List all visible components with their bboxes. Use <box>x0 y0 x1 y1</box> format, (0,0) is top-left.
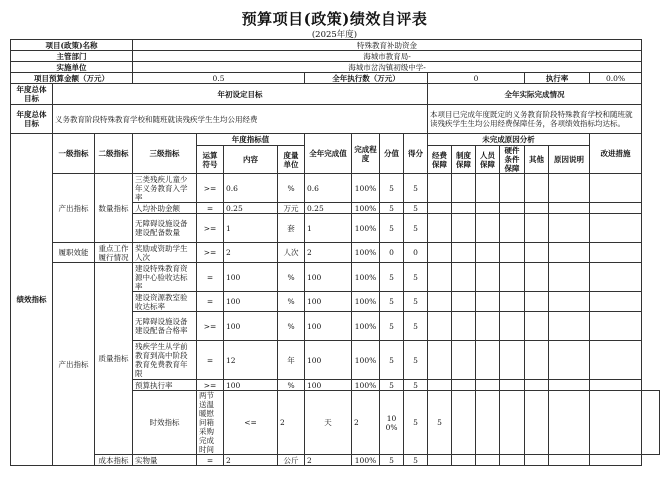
personnel-guarantee-header: 人员保障 <box>476 146 500 174</box>
indicator-weight: 5 <box>380 203 404 214</box>
indicator-unit: 公斤 <box>278 455 305 466</box>
indicator-content: 100 <box>224 263 278 292</box>
group-output-indicators: 产出指标 <box>53 174 95 243</box>
indicator-unit: % <box>278 263 305 292</box>
indicators-section-label: 绩效指标 <box>11 134 53 466</box>
incomplete-reasons-header: 未完成原因分析 <box>428 134 590 146</box>
planned-goal-header: 年初设定目标 <box>53 84 428 105</box>
indicator-degree: 100% <box>352 214 380 243</box>
indicator-content: 100 <box>224 380 278 391</box>
indicator-unit: 天 <box>305 391 352 455</box>
project-name-label: 项目(政策)名称 <box>11 40 133 51</box>
indicator-weight: 5 <box>380 174 404 203</box>
funding-guarantee-header: 经费保障 <box>428 146 452 174</box>
indicator-weight: 5 <box>380 341 404 380</box>
unit-header: 度量单位 <box>278 146 305 174</box>
indicator-completed: 100 <box>305 341 352 380</box>
indicator-weight: 5 <box>380 214 404 243</box>
indicator-score: 5 <box>404 341 428 380</box>
operator-header: 运算符号 <box>197 146 224 174</box>
indicator-completed: 0.6 <box>305 174 352 203</box>
group-key-work: 重点工作履行情况 <box>95 243 133 263</box>
department-label: 主管部门 <box>11 51 133 62</box>
indicator-operator: = <box>197 292 224 312</box>
indicator-weight: 5 <box>380 380 404 391</box>
indicator-name: 实物量 <box>133 455 197 466</box>
indicator-score: 0 <box>404 243 428 263</box>
indicator-degree: 100% <box>380 391 404 455</box>
indicator-content: 1 <box>224 214 278 243</box>
indicator-weight: 5 <box>380 263 404 292</box>
score-header: 得分 <box>404 134 428 174</box>
indicator-name: 建设特殊教育资源中心验收达标率 <box>133 263 197 292</box>
indicator-content: 100 <box>224 292 278 312</box>
evaluation-table <box>10 39 660 466</box>
indicator-operator: >= <box>197 243 224 263</box>
indicator-degree: 100% <box>352 455 380 466</box>
group-cost-indicators: 成本指标 <box>95 455 133 466</box>
indicator-completed: 2 <box>352 391 380 455</box>
indicator-score: 5 <box>404 174 428 203</box>
group-output-indicators-2: 产出指标 <box>53 263 95 466</box>
indicator-degree: 100% <box>352 174 380 203</box>
execution-rate-value: 0.0% <box>590 73 642 84</box>
indicator-content: 2 <box>278 391 305 455</box>
indicator-weight: 0 <box>380 243 404 263</box>
indicator-content: 0.6 <box>224 174 278 203</box>
weight-header: 分值 <box>380 134 404 174</box>
indicator-completed: 1 <box>305 214 352 243</box>
annual-execution-value: 0 <box>428 73 525 84</box>
indicator-completed: 0.25 <box>305 203 352 214</box>
indicator-name: 三类残疾儿童少年义务教育入学率 <box>133 174 197 203</box>
indicator-unit: 人次 <box>278 243 305 263</box>
budget-amount-value: 0.5 <box>133 73 305 84</box>
improvement-measures-header: 改进措施 <box>590 134 642 174</box>
annual-goal-label: 年度总体目标 <box>11 84 53 105</box>
indicator-name: 人均补助金额 <box>133 203 197 214</box>
form-subtitle: (2025年度) <box>311 30 358 40</box>
actual-completion-text: 本项目已完成年度既定的义务教育阶段特殊教育学校和随班就读残疾学生生均公用经费保障任务，各项绩效指标均达标。 <box>428 105 642 134</box>
budget-amount-label: 项目预算金额（万元） <box>11 73 133 84</box>
indicator-degree: 100% <box>352 203 380 214</box>
implementing-unit-value: 海城市岔沟镇初级中学- <box>133 62 642 73</box>
other-reason-header: 其他 <box>525 146 549 174</box>
reason-description-header: 原因说明 <box>549 146 590 174</box>
annual-value-group-header: 年度指标值 <box>197 134 305 146</box>
form-title: 预算项目(政策)绩效自评表 <box>241 10 428 28</box>
indicator-degree: 100% <box>352 263 380 292</box>
indicator-operator: = <box>197 263 224 292</box>
indicator-degree: 100% <box>352 243 380 263</box>
indicator-score: 5 <box>404 292 428 312</box>
indicator-unit: % <box>278 380 305 391</box>
indicator-content: 12 <box>224 341 278 380</box>
group-quality-indicators: 质量指标 <box>95 263 133 455</box>
completion-degree-header: 完成程度 <box>352 134 380 174</box>
group-performance-efficiency: 履职效能 <box>53 243 95 263</box>
completed-value-header: 全年完成值 <box>305 134 352 174</box>
indicator-score: 5 <box>404 455 428 466</box>
indicator-name: 无障碍设施设备建设配备合格率 <box>133 312 197 341</box>
indicator-weight: 5 <box>380 312 404 341</box>
indicator-operator: <= <box>224 391 278 455</box>
indicator-unit: 万元 <box>278 203 305 214</box>
indicator-completed: 100 <box>305 292 352 312</box>
indicator-unit: 套 <box>278 214 305 243</box>
indicator-operator: = <box>197 455 224 466</box>
indicator-score: 5 <box>404 214 428 243</box>
indicator-operator: >= <box>197 380 224 391</box>
indicator-degree: 100% <box>352 380 380 391</box>
indicator-score: 5 <box>404 263 428 292</box>
indicator-name: 残疾学生从学前教育到高中阶段教育免费教育年限 <box>133 341 197 380</box>
indicator-degree: 100% <box>352 312 380 341</box>
annual-execution-label: 全年执行数（万元） <box>305 73 428 84</box>
indicator-operator: >= <box>197 312 224 341</box>
indicator-content: 2 <box>224 243 278 263</box>
hardware-guarantee-header: 硬件条件保障 <box>500 146 525 174</box>
indicator-unit: 年 <box>278 341 305 380</box>
indicator-name: 两节送温暖慰问箱采购完成时间 <box>197 391 224 455</box>
level3-header: 三级指标 <box>133 134 197 174</box>
execution-rate-label: 执行率 <box>525 73 590 84</box>
indicator-completed: 100 <box>305 380 352 391</box>
indicator-completed: 100 <box>305 263 352 292</box>
indicator-completed: 2 <box>305 455 352 466</box>
department-value: 海城市教育局- <box>133 51 642 62</box>
indicator-unit: % <box>278 174 305 203</box>
indicator-completed: 2 <box>305 243 352 263</box>
indicator-weight: 5 <box>380 455 404 466</box>
indicator-score: 5 <box>404 380 428 391</box>
indicator-operator: = <box>197 341 224 380</box>
actual-completion-header: 全年实际完成情况 <box>428 84 642 105</box>
indicator-degree: 100% <box>352 341 380 380</box>
implementing-unit-label: 实施单位 <box>11 62 133 73</box>
indicator-unit: % <box>278 292 305 312</box>
planned-goal-text: 义务教育阶段特殊教育学校和随班就读残疾学生生均公用经费 <box>53 105 428 134</box>
indicator-weight: 5 <box>404 391 428 455</box>
indicator-name: 无障碍设施设备建设配备数量 <box>133 214 197 243</box>
indicator-name: 奖励或资助学生人次 <box>133 243 197 263</box>
system-guarantee-header: 制度保障 <box>452 146 476 174</box>
group-timeliness-indicators: 时效指标 <box>133 391 197 455</box>
project-name-value: 特殊教育补助资金 <box>133 40 642 51</box>
indicator-content: 2 <box>224 455 278 466</box>
indicator-score: 5 <box>404 312 428 341</box>
indicator-unit: % <box>278 312 305 341</box>
annual-goal-label-2: 年度总体目标 <box>11 105 53 134</box>
indicator-score: 5 <box>404 203 428 214</box>
level2-header: 二级指标 <box>95 134 133 174</box>
indicator-content: 0.25 <box>224 203 278 214</box>
indicator-weight: 5 <box>380 292 404 312</box>
indicator-name: 建设资源教室验收达标率 <box>133 292 197 312</box>
indicator-content: 100 <box>224 312 278 341</box>
indicator-score: 5 <box>428 391 452 455</box>
indicator-operator: = <box>197 203 224 214</box>
indicator-operator: >= <box>197 174 224 203</box>
content-header: 内容 <box>224 146 278 174</box>
group-quantity-indicators: 数量指标 <box>95 174 133 243</box>
indicator-name: 预算执行率 <box>133 380 197 391</box>
indicator-degree: 100% <box>352 292 380 312</box>
indicator-completed: 100 <box>305 312 352 341</box>
level1-header: 一级指标 <box>53 134 95 174</box>
indicator-operator: >= <box>197 214 224 243</box>
